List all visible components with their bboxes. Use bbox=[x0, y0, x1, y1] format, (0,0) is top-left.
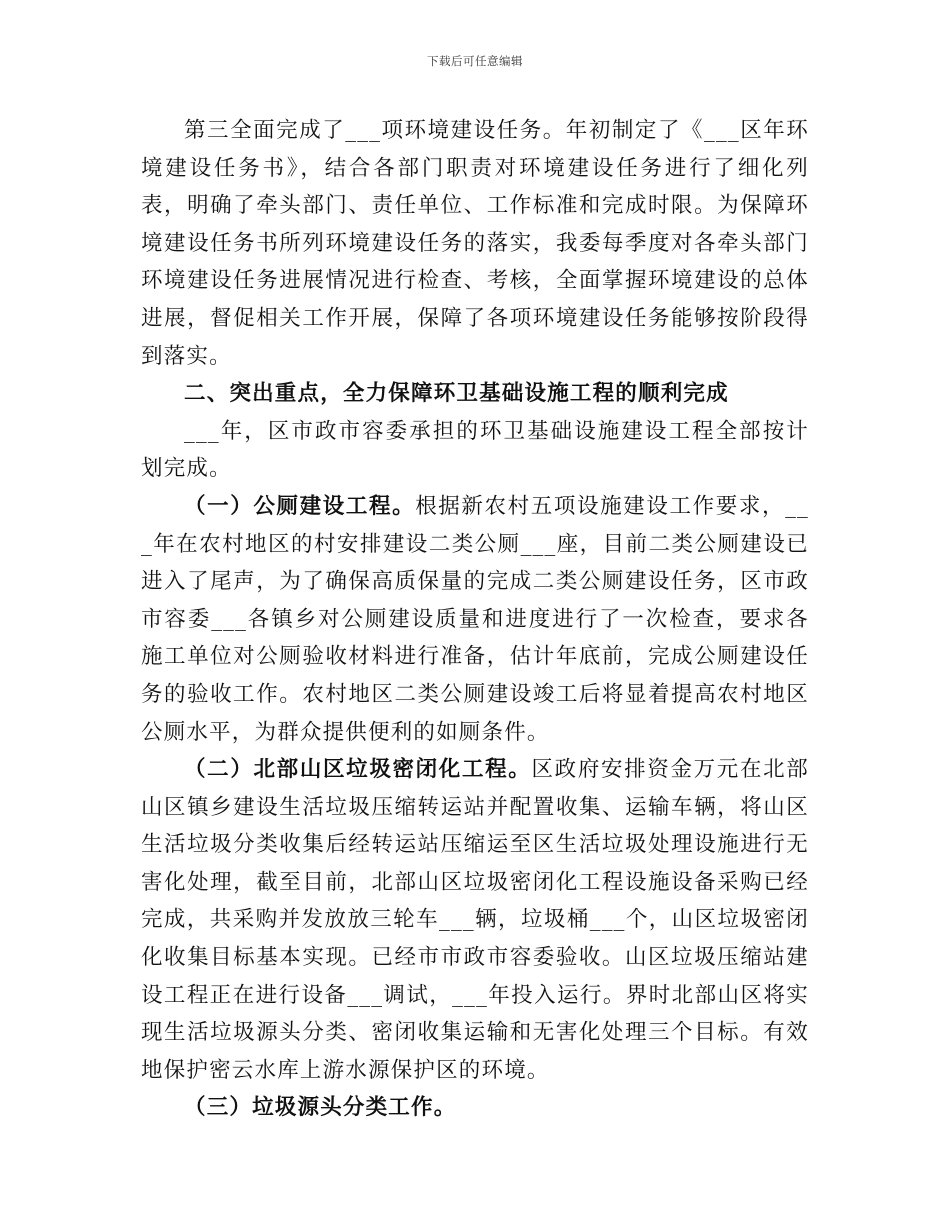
subsection-title-sorting: （三）垃圾源头分类工作。 bbox=[184, 1095, 457, 1121]
subsection-text-garbage: 区政府安排资金万元在北部山区镇乡建设生活垃圾压缩转运站并配置收集、运输车辆，将山区生活垃圾分类收集后经转运站压缩运至区生活垃圾处理设施进行无害化处理，截至目前，北部山区垃圾密闭化工程设施设备采购已经完成，共采购并发放放三轮车___辆，垃圾桶___个，山区垃圾密闭化收集目标基本实现。已经市市政市容委验收。山区垃圾压缩站建设工程正在进行设备___调试，___年投入运行。界时北部山区将实现生活垃圾源头分类、密闭收集运输和无害化处理三个目标。有效地保护密云水库上游水源保护区的环境。 bbox=[141, 757, 809, 1083]
section-heading-two: 二、突出重点，全力保障环卫基础设施工程的顺利完成 bbox=[184, 381, 729, 407]
subsection-title-garbage: （二）北部山区垃圾密闭化工程。 bbox=[184, 757, 532, 783]
paragraph-mountain-garbage bbox=[141, 751, 809, 1089]
paragraph-sanitation-overview: ___年，区市政市容委承担的环卫基础设施建设工程全部按计划完成。 bbox=[141, 418, 809, 482]
page-header-note: 下载后可任意编辑 bbox=[427, 54, 523, 68]
document-body bbox=[141, 112, 809, 1127]
paragraph-public-toilets bbox=[141, 488, 809, 751]
subsection-text-toilets: 根据新农村五项设施建设工作要求，___年在农村地区的村安排建设二类公厕___座，目前二类公厕建设已进入了尾声，为了确保高质保量的完成二类公厕建设任务，区市政市容委___各镇乡对公厕建设质量和进度进行了一次检查，要求各施工单位对公厕验收材料进行准备，估计年底前，完成公厕建设任务的验收工作。农村地区二类公厕建设竣工后将显着提高农村地区公厕水平，为群众提供便利的如厕条件。 bbox=[141, 493, 809, 745]
paragraph-environment-tasks: 第三全面完成了___项环境建设任务。年初制定了《___区年环境建设任务书》，结合各部门职责对环境建设任务进行了细化列表，明确了牵头部门、责任单位、工作标准和完成时限。为保障环境建设任务书所列环境建设任务的落实，我委每季度对各牵头部门环境建设任务进展情况进行检查、考核，全面掌握环境建设的总体进展，督促相关工作开展，保障了各项环境建设任务能够按阶段得到落实。 bbox=[141, 118, 809, 369]
subsection-title-toilets: （一）公厕建设工程。 bbox=[184, 493, 416, 519]
